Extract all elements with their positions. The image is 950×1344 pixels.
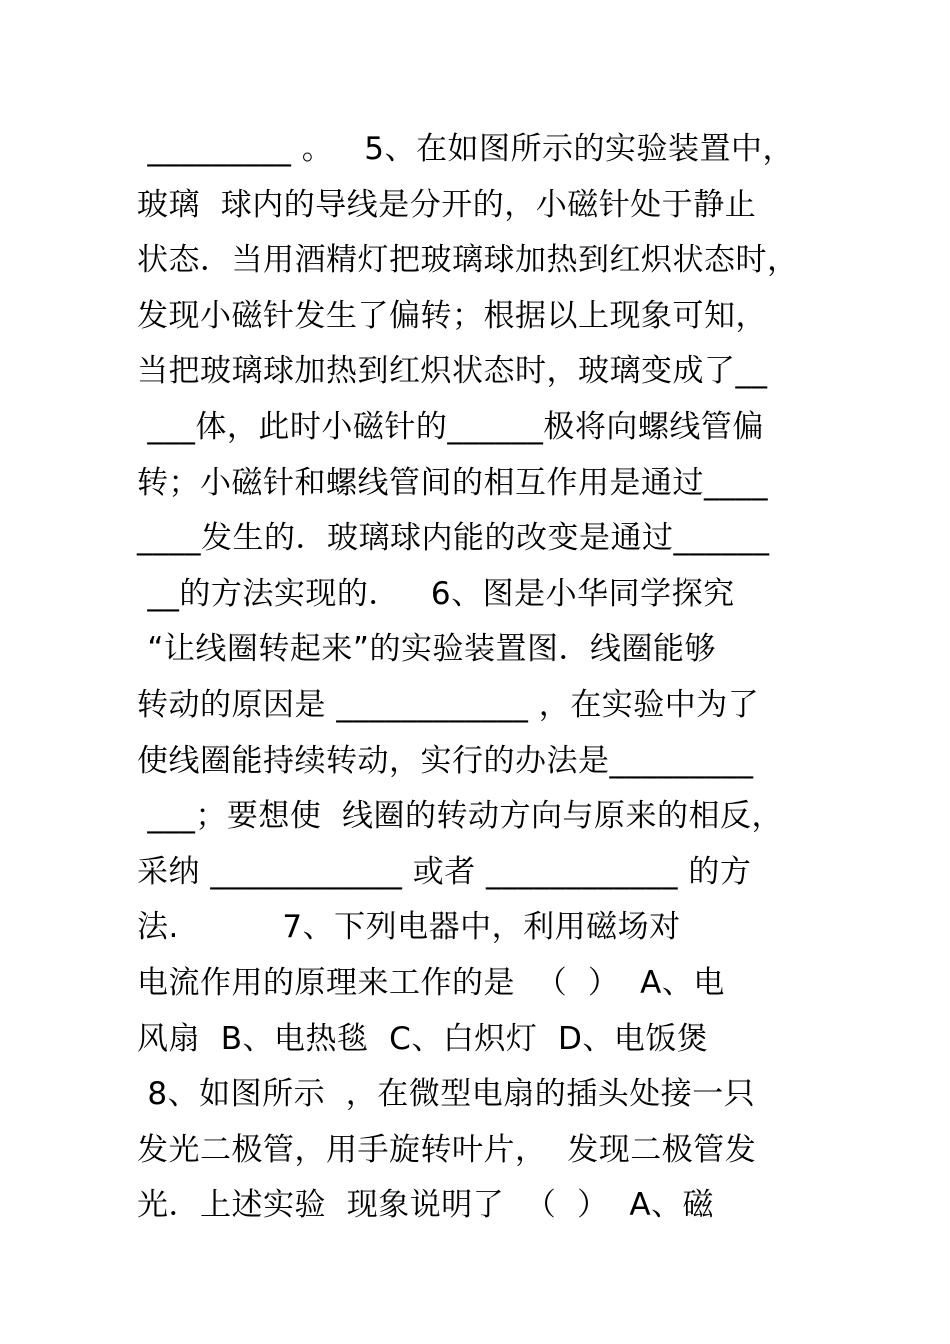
text-line: 转动的原因是 ____________ ，在实验中为了	[137, 686, 760, 723]
text-line: ___；要想使 线圈的转动方向与原来的相反，	[137, 798, 784, 835]
text-line: 当把玻璃球加热到红炽状态时，玻璃变成了__	[137, 353, 768, 390]
text-line: 发现小磁针发生了偏转；根据以上现象可知，	[137, 297, 767, 334]
text-line: “让线圈转起来”的实验装置图．线圈能够	[137, 631, 716, 668]
text-line: 8、如图所示 ，在微型电扇的插头处接一只	[137, 1076, 756, 1113]
text-line: 电流作用的原理来工作的是 （ ） A、电	[137, 964, 725, 1001]
text-line: 光．上述实验 现象说明了 （ ） A、磁	[137, 1187, 715, 1224]
text-line: 使线圈能持续转动，实行的办法是_________	[137, 742, 754, 779]
text-line: 状态．当用酒精灯把玻璃球加热到红炽状态时，	[137, 242, 799, 279]
question-text-block	[137, 122, 837, 1234]
text-line: _________ 。 5、在如图所示的实验装置中，	[137, 131, 794, 167]
text-line: __的方法实现的． 6、图是小华同学探究	[137, 575, 735, 612]
text-line: 发光二极管，用手旋转叶片， 发现二极管发	[137, 1131, 757, 1168]
text-line: 采纳 ____________ 或者 ____________ 的方	[137, 853, 752, 890]
text-line: ____发生的．玻璃球内能的改变是通过______	[137, 520, 770, 557]
text-line: 转；小磁针和螺线管间的相互作用是通过____	[137, 464, 768, 501]
text-line: 风扇 B、电热毯 C、白炽灯 D、电饭煲	[137, 1020, 709, 1057]
text-line: 法. 7、下列电器中，利用磁场对	[137, 909, 681, 946]
text-line: ___体，此时小磁针的______极将向螺线管偏	[137, 408, 764, 445]
text-line: 玻璃 球内的导线是分开的，小磁针处于静止	[137, 186, 757, 223]
